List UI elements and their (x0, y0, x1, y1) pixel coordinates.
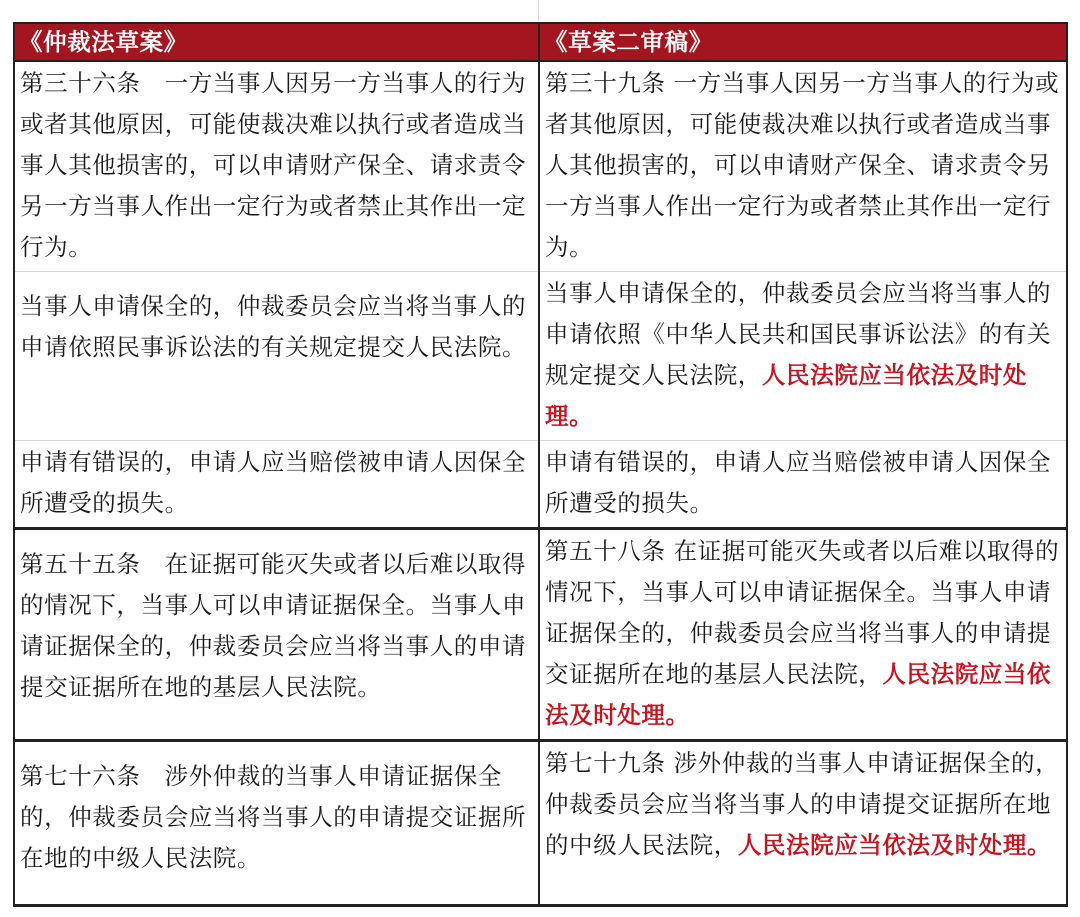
right-cell-text: 当事人申请保全的，仲裁委员会应当将当事人的申请依照《中华人民共和国民事诉讼法》的有关规定提交人民法院， (545, 279, 1052, 389)
table-row (14, 441, 1067, 529)
table-row (14, 272, 1067, 441)
right-cell-highlight: 人民法院应当依法及时处理。 (737, 831, 1052, 859)
right-cell-highlight: 人民法院应当依法及时处理。 (545, 361, 1028, 430)
right-cell (539, 61, 1067, 272)
right-cell-text: 申请有错误的，申请人应当赔偿被申请人因保全所遭受的损失。 (545, 448, 1052, 517)
right-cell-text: 第五十八条 在证据可能灭失或者以后难以取得的情况下，当事人可以申请证据保全。当事人申请证据保全的，仲裁委员会应当将当事人的申请提交证据所在地的基层人民法院， (545, 537, 1060, 688)
right-cell-highlight: 人民法院应当依法及时处理。 (545, 660, 1052, 729)
left-cell: 第五十五条 在证据可能灭失或者以后难以取得的情况下，当事人可以申请证据保全。当事人申请证据保全的，仲裁委员会应当将当事人的申请提交证据所在地的基层人民法院。 (14, 529, 539, 741)
left-cell: 当事人申请保全的，仲裁委员会应当将当事人的申请依照民事诉讼法的有关规定提交人民法院。 (14, 272, 539, 441)
header-row (14, 23, 1067, 61)
table-row (14, 529, 1067, 741)
right-cell (539, 441, 1067, 529)
right-cell-text: 第三十九条 一方当事人因另一方当事人的行为或者其他原因，可能使裁决难以执行或者造成当事人其他损害的，可以申请财产保全、请求责令另一方当事人作出一定行为或者禁止其作出一定行为。 (545, 69, 1060, 261)
comparison-table (13, 22, 1068, 907)
header-left: 《仲裁法草案》 (14, 23, 539, 61)
right-cell (539, 529, 1067, 741)
right-cell-text: 第七十九条 涉外仲裁的当事人申请证据保全的，仲裁委员会应当将当事人的申请提交证据所在地的中级人民法院， (545, 749, 1060, 859)
left-cell: 第三十六条 一方当事人因另一方当事人的行为或者其他原因，可能使裁决难以执行或者造成当事人其他损害的，可以申请财产保全、请求责令另一方当事人作出一定行为或者禁止其作出一定行为。 (14, 61, 539, 272)
right-cell (539, 741, 1067, 906)
header-right: 《草案二审稿》 (539, 23, 1067, 61)
table-row (14, 741, 1067, 906)
left-cell: 第七十六条 涉外仲裁的当事人申请证据保全的，仲裁委员会应当将当事人的申请提交证据所在地的中级人民法院。 (14, 741, 539, 906)
top-divider (538, 0, 539, 22)
table-row (14, 61, 1067, 272)
left-cell: 申请有错误的，申请人应当赔偿被申请人因保全所遭受的损失。 (14, 441, 539, 529)
right-cell (539, 272, 1067, 441)
